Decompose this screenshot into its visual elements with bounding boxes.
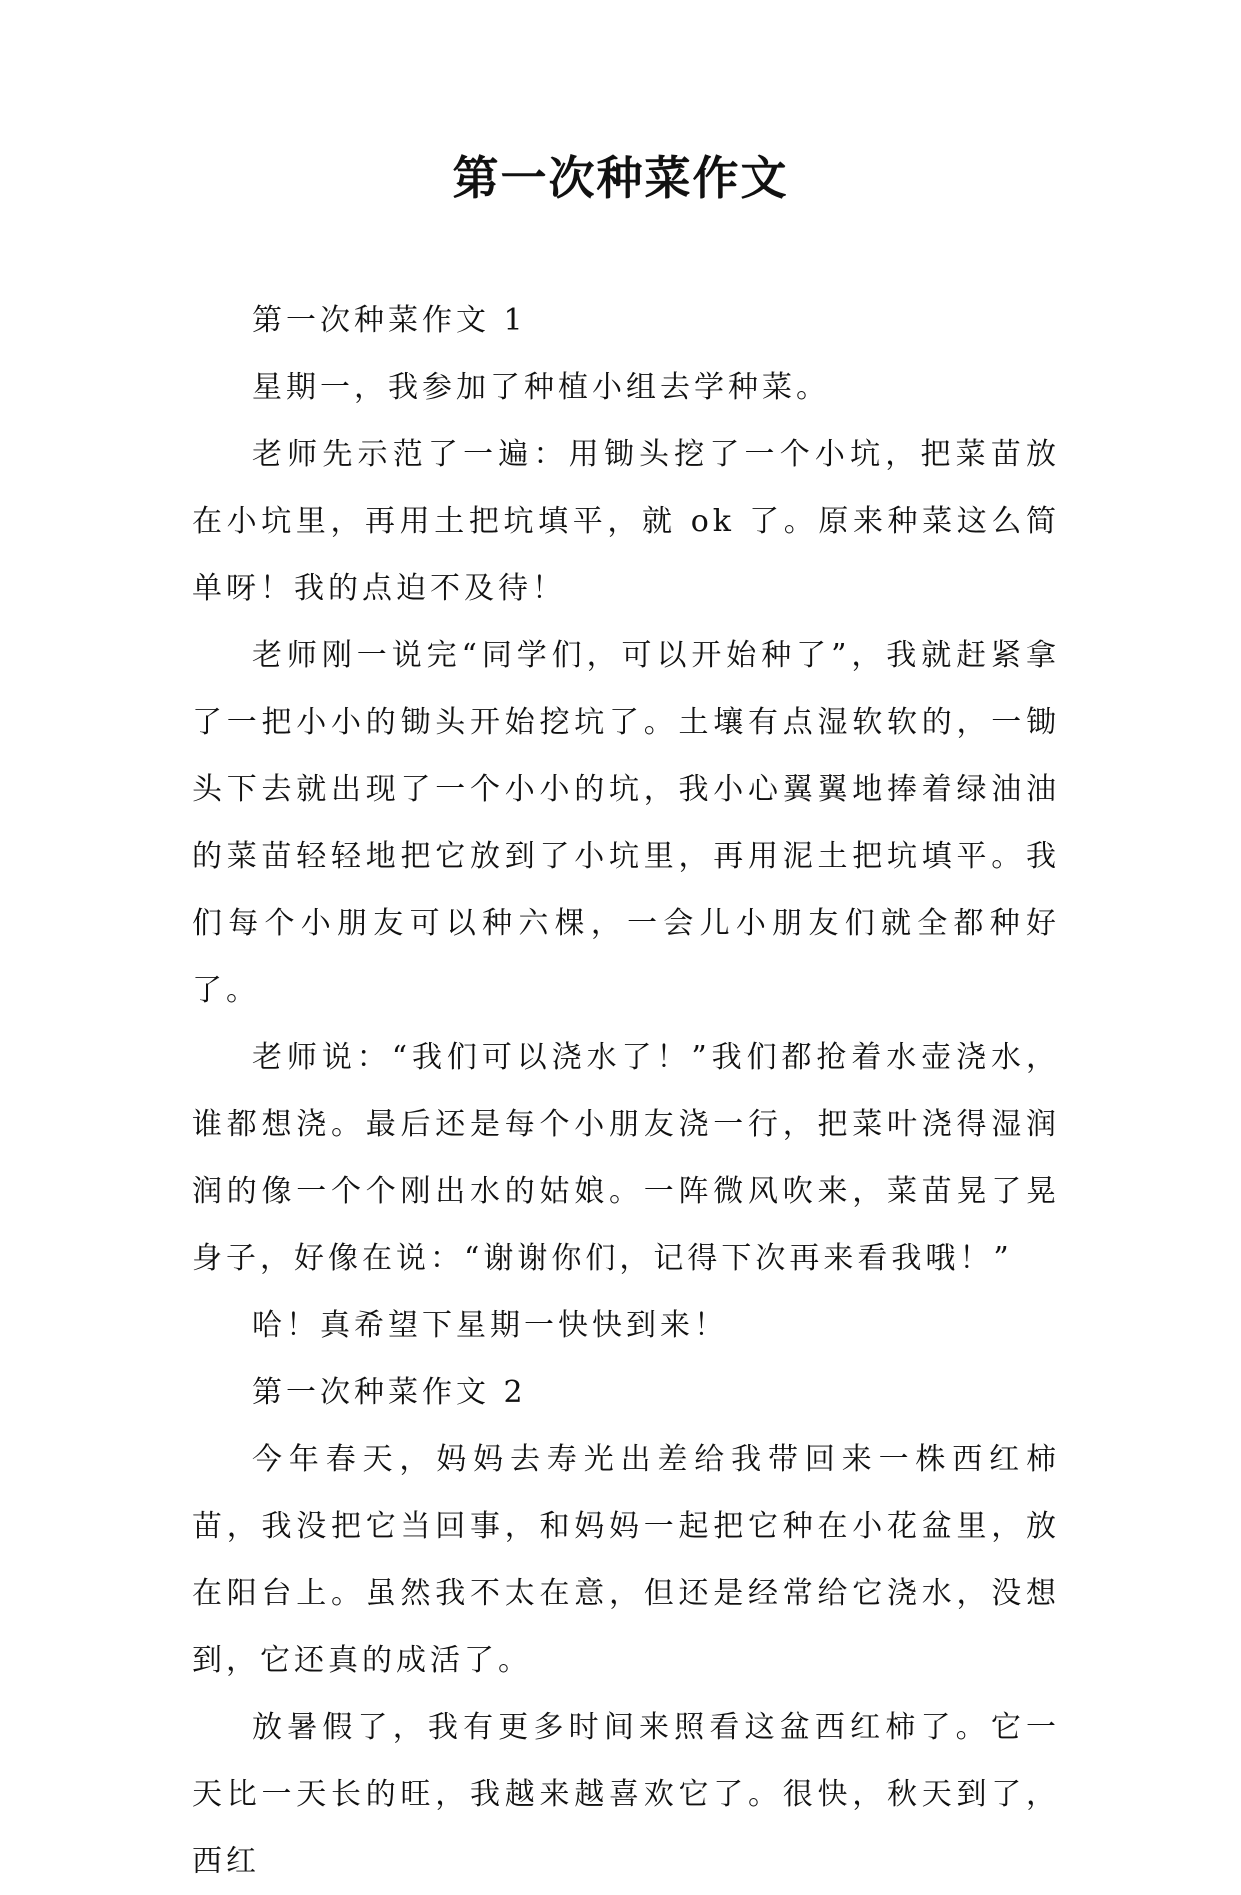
paragraph: 老师先示范了一遍：用锄头挖了一个小坑，把菜苗放在小坑里，再用土把坑填平，就 ok 了。原来种菜这么简单呀！我的点迫不及待！ [192, 437, 1060, 606]
paragraph: 星期一，我参加了种植小组去学种菜。 [252, 370, 830, 405]
paragraph: 今年春天，妈妈去寿光出差给我带回来一株西红柿苗，我没把它当回事，和妈妈一起把它种在小花盆里，放在阳台上。虽然我不太在意，但还是经常给它浇水，没想到，它还真的成活了。 [192, 1442, 1060, 1678]
paragraph: 老师说：“我们可以浇水了！”我们都抢着水壶浇水，谁都想浇。最后还是每个小朋友浇一行，把菜叶浇得湿润润的像一个个刚出水的姑娘。一阵微风吹来，菜苗晃了晃身子，好像在说：“谢谢你们，记得下次再来看我哦！” [192, 1040, 1060, 1276]
document-body [192, 287, 1060, 1895]
section-heading-2: 第一次种菜作文 2 [252, 1375, 527, 1410]
paragraph: 哈！真希望下星期一快快到来！ [252, 1308, 728, 1343]
paragraph: 老师刚一说完“同学们，可以开始种了”，我就赶紧拿了一把小小的锄头开始挖坑了。土壤有点湿软软的，一锄头下去就出现了一个小小的坑，我小心翼翼地捧着绿油油的菜苗轻轻地把它放到了小坑里，再用泥土把坑填平。我们每个小朋友可以种六棵，一会儿小朋友们就全都种好了。 [192, 638, 1060, 1008]
section-heading-1: 第一次种菜作文 1 [252, 303, 527, 338]
paragraph: 放暑假了，我有更多时间来照看这盆西红柿了。它一天比一天长的旺，我越来越喜欢它了。很快，秋天到了，西红 [192, 1710, 1060, 1879]
document-title: 第一次种菜作文 [452, 151, 789, 205]
